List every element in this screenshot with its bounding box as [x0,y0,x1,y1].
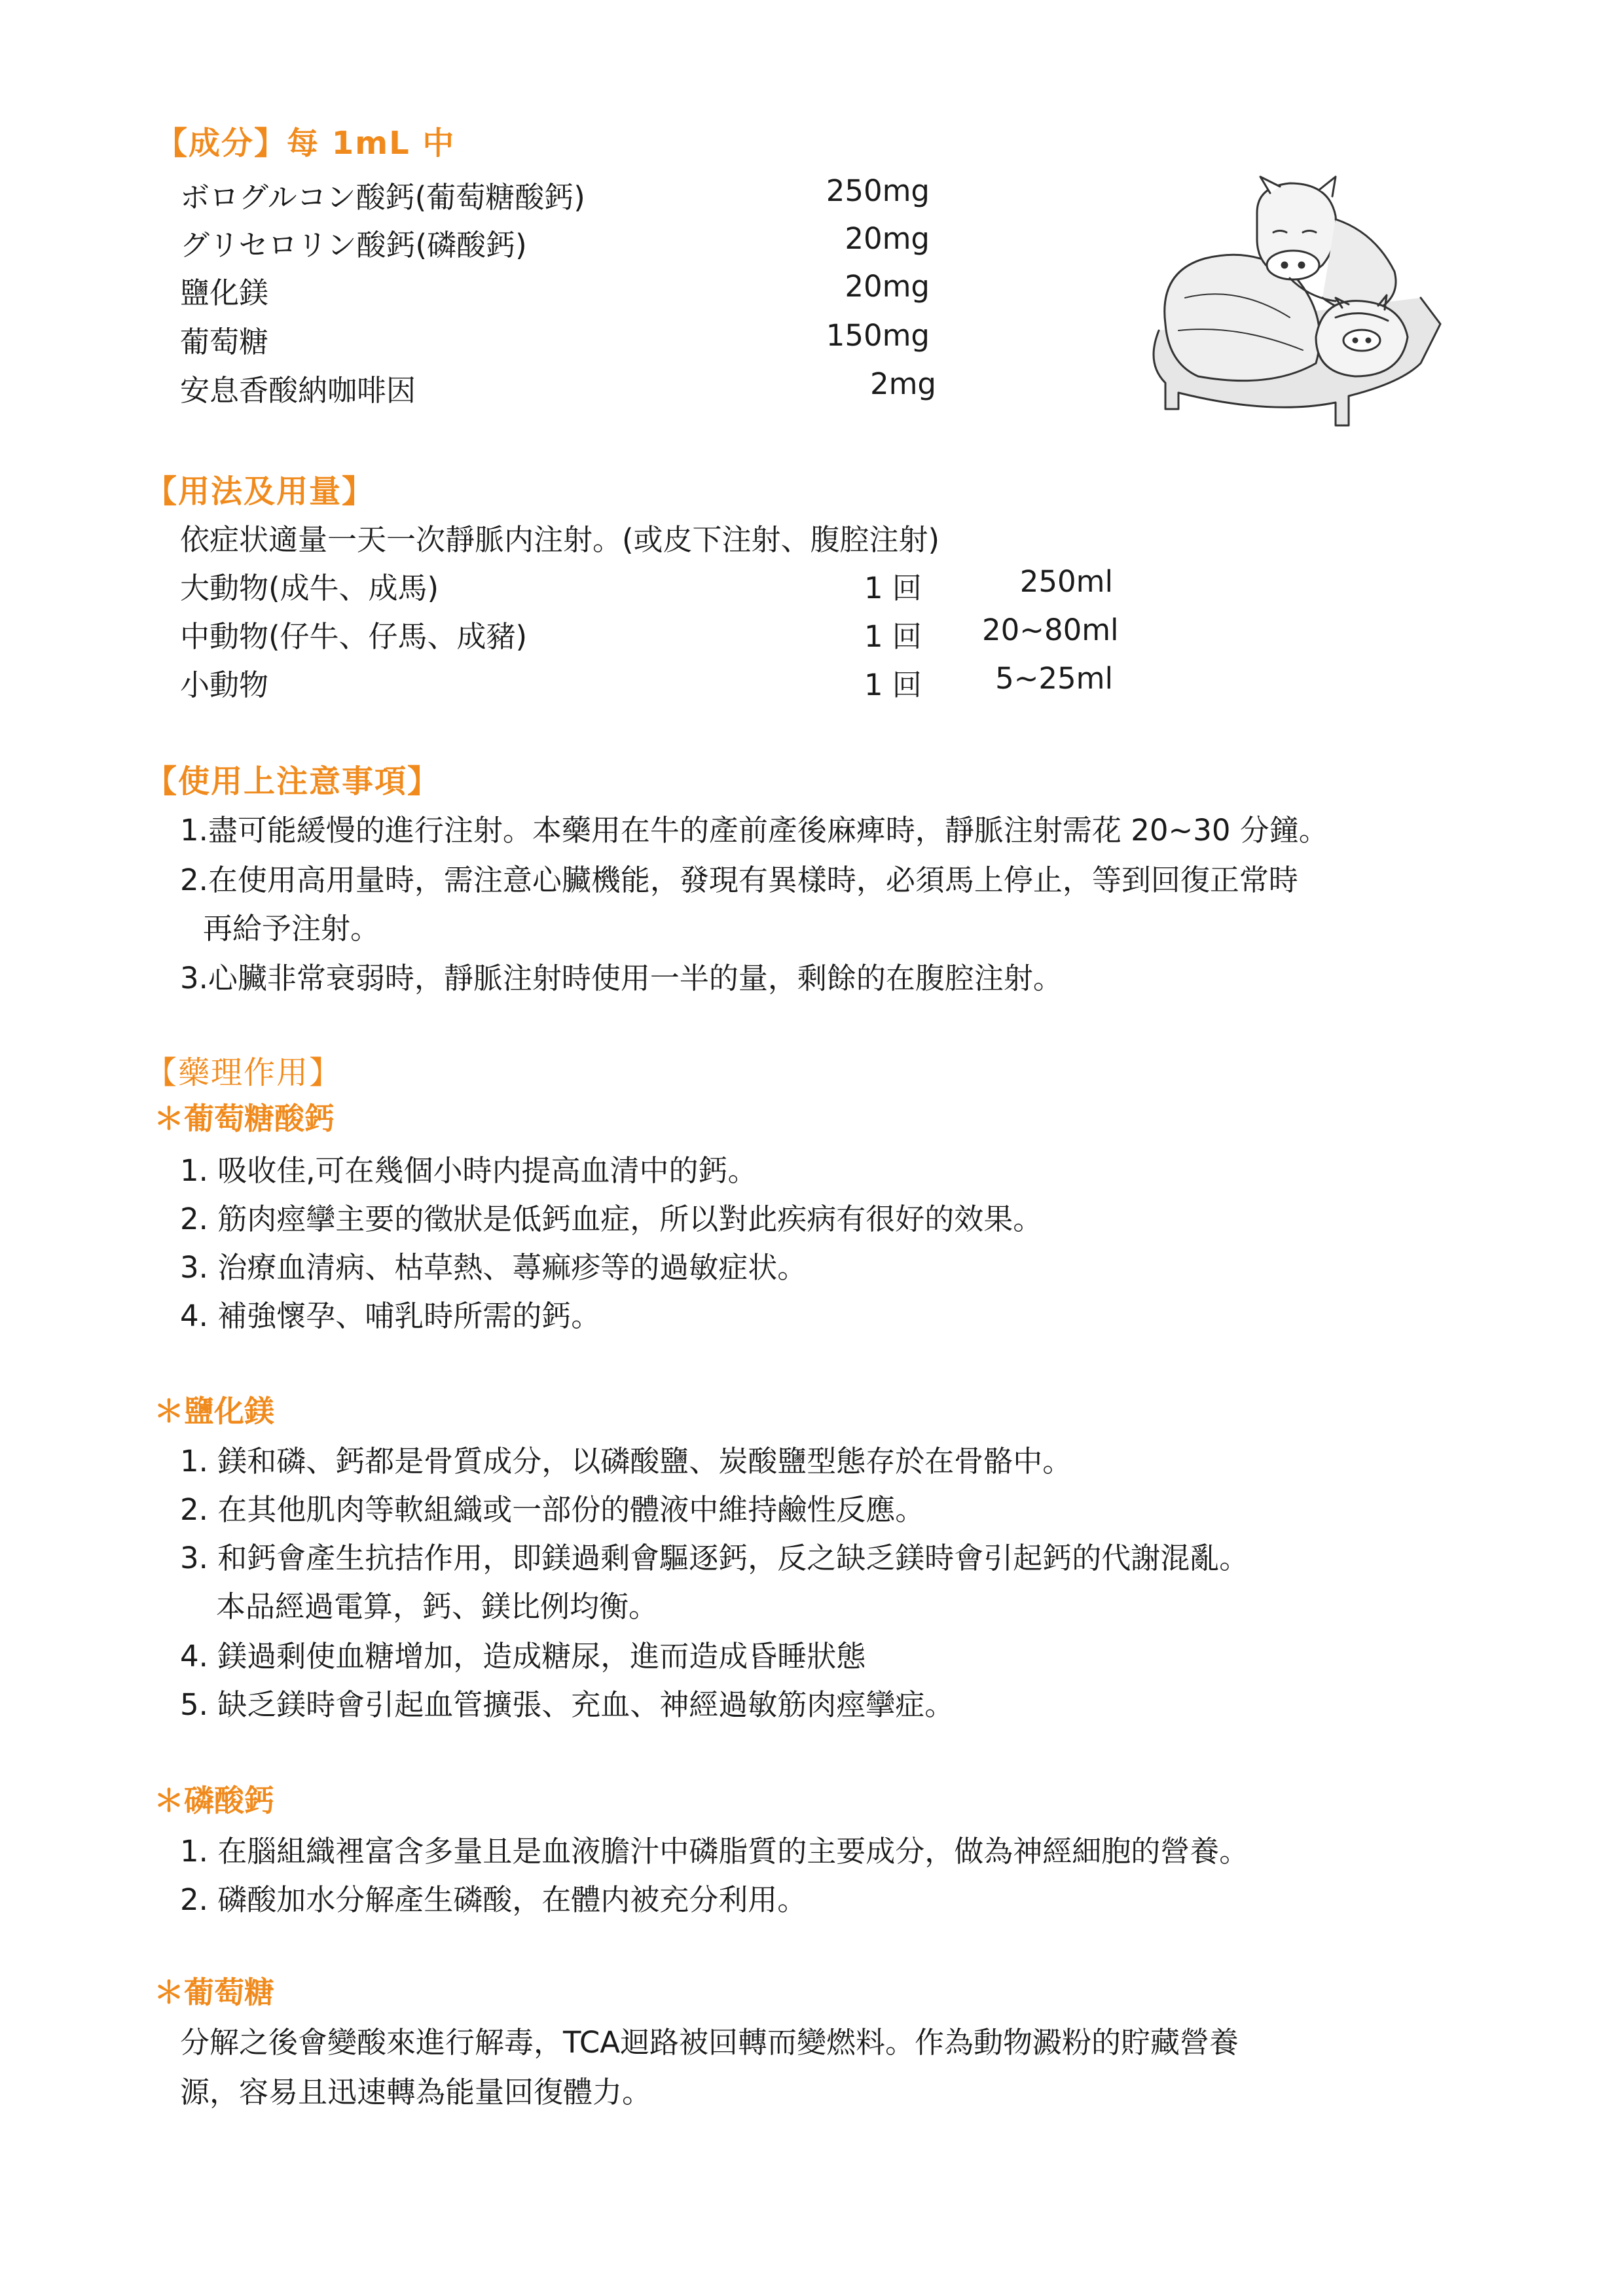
ingredient-amount: 150mg [826,318,930,353]
ingredient-name: ボログルコン酸鈣(葡萄糖酸鈣) [180,180,585,215]
dosage-animal: 小動物 [180,668,269,702]
precaution-item: 3.心臟非常衰弱時，靜脈注射時使用一半的量，剩餘的在腹腔注射。 [180,961,1063,996]
ingredient-amount: 250mg [826,173,930,208]
glucose-title: ＊葡萄糖 [154,1975,274,2010]
precautions-heading: 【使用上注意事項】 [145,763,441,800]
ingredient-name: 葡萄糖 [180,325,269,359]
calcium-item: 1. 吸收佳,可在幾個小時内提高血清中的鈣。 [180,1153,757,1188]
magnesium-item: 4. 鎂過剩使血糖增加，造成糖尿，進而造成昏睡狀態 [180,1639,866,1674]
dosage-freq: 1 回 [864,668,922,702]
phosphate-item: 2. 磷酸加水分解產生磷酸，在體内被充分利用。 [180,1882,807,1917]
dosage-amount: 250ml [1019,564,1113,599]
dosage-animal: 大動物(成牛、成馬) [180,571,439,605]
ingredient-amount: 20mg [845,221,930,256]
magnesium-title: ＊鹽化鎂 [154,1393,274,1429]
sleeping-cow-illustration [1139,167,1453,442]
ingredient-amount: 2mg [869,367,936,401]
calcium-item: 4. 補強懷孕、哺乳時所需的鈣。 [180,1299,601,1333]
dosage-heading: 【用法及用量】 [145,473,375,510]
precaution-item: 2.在使用高用量時，需注意心臟機能，發現有異樣時，必須馬上停止，等到回復正常時 [180,863,1298,897]
magnesium-item: 2. 在其他肌肉等軟組織或一部份的體液中維持鹼性反應。 [180,1492,925,1527]
calcium-item: 3. 治療血清病、枯草熱、蕁痲疹等的過敏症状。 [180,1250,807,1285]
phosphate-item: 1. 在腦組織裡富含多量且是血液膽汁中磷脂質的主要成分，做為神經細胞的營養。 [180,1834,1249,1869]
dosage-freq: 1 回 [864,619,922,654]
precaution-item: 1.盡可能緩慢的進行注射。本藥用在牛的產前產後麻痺時，靜脈注射需花 20~30 分鐘。 [180,813,1328,848]
glucose-text: 源，容易且迅速轉為能量回復體力。 [180,2075,652,2109]
calcium-gluconate-title: ＊葡萄糖酸鈣 [154,1101,335,1136]
ingredient-amount: 20mg [845,269,930,304]
dosage-animal: 中動物(仔牛、仔馬、成豬) [180,619,528,654]
dosage-freq: 1 回 [864,571,922,605]
magnesium-item: 3. 和鈣會產生抗拮作用，即鎂過剩會驅逐鈣，反之缺乏鎂時會引起鈣的代謝混亂。 [180,1541,1249,1575]
magnesium-item-continued: 本品經過電算，鈣、鎂比例均衡。 [216,1589,659,1624]
ingredient-name: グリセロリン酸鈣(磷酸鈣) [180,228,527,262]
ingredients-heading: 【成分】每 1mL 中 [156,125,456,162]
pharmacology-heading: 【藥理作用】 [145,1054,342,1091]
dosage-amount: 20~80ml [982,613,1119,647]
dosage-intro: 依症状適量一天一次靜脈内注射。(或皮下注射、腹腔注射) [180,522,940,557]
glucose-text: 分解之後會變酸來進行解毒，TCA迴路被回轉而變燃料。作為動物澱粉的貯藏營養 [180,2025,1239,2060]
ingredient-name: 鹽化鎂 [180,276,269,310]
calcium-phosphate-title: ＊磷酸鈣 [154,1783,274,1818]
magnesium-item: 1. 鎂和磷、鈣都是骨質成分，以磷酸鹽、炭酸鹽型態存於在骨骼中。 [180,1444,1072,1479]
dosage-amount: 5~25ml [995,661,1113,696]
precaution-item-continued: 再給予注射。 [203,911,380,946]
ingredient-name: 安息香酸納咖啡因 [180,373,416,408]
calcium-item: 2. 筋肉痙攣主要的徵狀是低鈣血症，所以對此疾病有很好的效果。 [180,1202,1043,1236]
magnesium-item: 5. 缺乏鎂時會引起血管擴張、充血、神經過敏筋肉痙攣症。 [180,1687,955,1722]
